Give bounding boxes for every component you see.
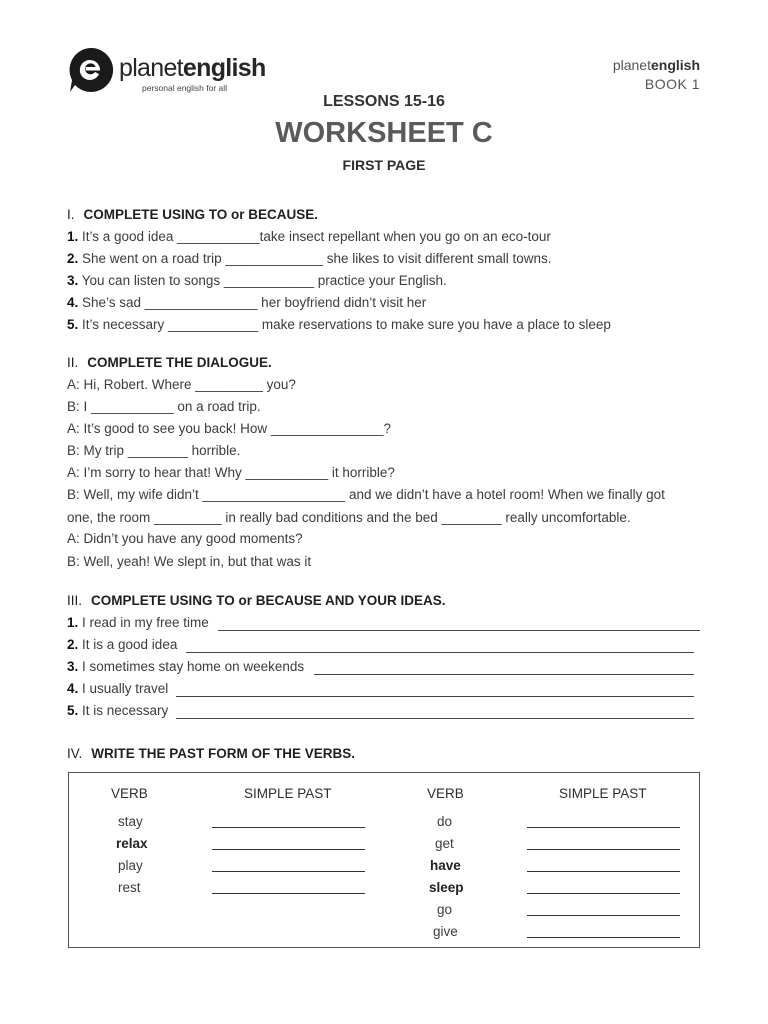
brand-name: planetenglish [119,54,266,82]
verb-stay: stay [118,814,143,829]
lessons-title: LESSONS 15-16 [323,93,445,110]
answer-line[interactable] [176,718,694,719]
dialogue-line: A: I’m sorry to hear that! Why ___________ it horrible? [67,465,395,480]
answer-line[interactable] [527,937,680,938]
brand-tagline: personal english for all [142,83,228,93]
answer-line[interactable] [527,915,680,916]
section-3-heading: III. COMPLETE USING TO or BECAUSE AND YOUR IDEAS. [67,593,446,608]
answer-line[interactable] [527,893,680,894]
section-1-item: 2. She went on a road trip _____________ she likes to visit different small towns. [67,251,552,266]
header-brand-right: planetenglish [612,57,700,73]
section-1-item: 5. It’s necessary ____________ make reservations to make sure you have a place to sleep [67,317,611,332]
worksheet-title: WORKSHEET C [275,117,493,149]
dialogue-line: B: My trip ________ horrible. [67,443,241,458]
dialogue-line: B: Well, my wife didn’t ___________________ and we didn’t have a hotel room! When we finally got [67,487,665,502]
dialogue-line: one, the room _________ in really bad conditions and the bed ________ really uncomfortable. [67,510,631,525]
verb-go: go [437,902,453,917]
planet-english-logo-icon [66,46,114,94]
section-1-item: 4. She’s sad _______________ her boyfriend didn’t visit her [67,295,427,310]
answer-line[interactable] [212,827,365,828]
answer-line[interactable] [186,652,694,653]
dialogue-line: A: Didn’t you have any good moments? [67,531,303,546]
verb-give: give [433,924,458,939]
dialogue-line: A: Hi, Robert. Where _________ you? [67,377,296,392]
answer-line[interactable] [314,674,694,675]
section-2-heading: II. COMPLETE THE DIALOGUE. [67,355,272,370]
book-label: BOOK 1 [644,76,700,92]
answer-line[interactable] [527,849,680,850]
page-subtitle: FIRST PAGE [342,157,426,173]
section-1-heading: I. COMPLETE USING TO or BECAUSE. [67,207,319,222]
column-header-simple-past: SIMPLE PAST [244,786,332,801]
verb-do: do [437,814,453,829]
section-1-item: 3. You can listen to songs ____________ practice your English. [67,273,447,288]
answer-line[interactable] [527,827,680,828]
answer-line[interactable] [218,630,700,631]
verb-play: play [118,858,143,873]
section-3-item: 4. I usually travel [67,681,169,696]
verb-relax: relax [116,836,148,851]
answer-line[interactable] [212,849,365,850]
verb-sleep: sleep [429,880,464,895]
verb-rest: rest [118,880,141,895]
verb-get: get [435,836,454,851]
column-header-simple-past: SIMPLE PAST [559,786,647,801]
answer-line[interactable] [212,893,365,894]
section-4-heading: IV. WRITE THE PAST FORM OF THE VERBS. [67,746,356,761]
dialogue-line: B: I ___________ on a road trip. [67,399,261,414]
section-3-item: 3. I sometimes stay home on weekends [67,659,305,674]
section-3-item: 5. It is necessary [67,703,169,718]
section-3-item: 1. I read in my free time [67,615,209,630]
answer-line[interactable] [212,871,365,872]
column-header-verb: VERB [111,786,148,801]
section-3-item: 2. It is a good idea [67,637,178,652]
dialogue-line: A: It’s good to see you back! How _______________? [67,421,391,436]
dialogue-line: B: Well, yeah! We slept in, but that was it [67,554,312,569]
column-header-verb: VERB [427,786,464,801]
verb-have: have [430,858,461,873]
answer-line[interactable] [176,696,694,697]
answer-line[interactable] [527,871,680,872]
section-1-item: 1. It’s a good idea ___________take insect repellant when you go on an eco-tour [67,229,551,244]
